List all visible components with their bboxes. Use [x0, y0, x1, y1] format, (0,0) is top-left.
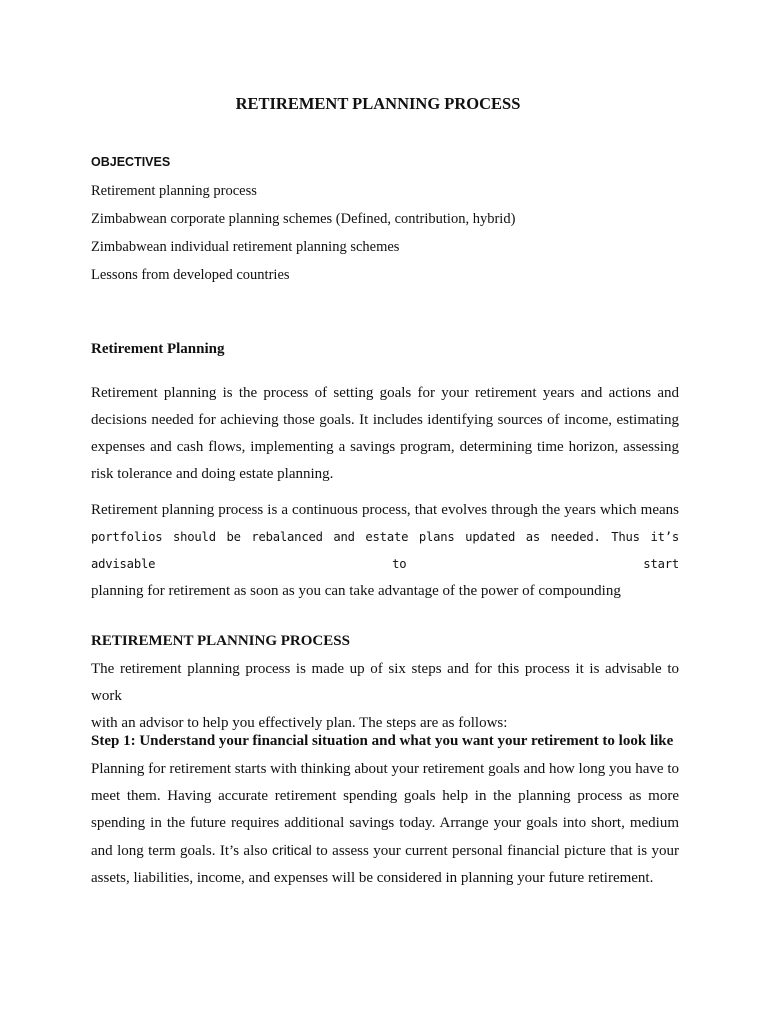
paragraph-line: assets, liabilities, income, and expenses will be considered in planning your future retirement.: [91, 870, 654, 886]
paragraph-continuous-process: [91, 497, 679, 605]
paragraph-line: expenses and cash flows, implementing a savings program, determining time horizon, assessing: [91, 439, 679, 455]
paragraph-line: Retirement planning is the process of setting goals for your retirement years and actions and: [91, 385, 679, 401]
paragraph-line: Retirement planning process is a continuous process, that evolves through the years which means: [91, 502, 679, 518]
paragraph-line: The retirement planning process is made up of six steps and for this process it is advisable to work: [91, 661, 679, 704]
paragraph-line: portfolios should be rebalanced and estate plans updated as needed. Thus it’s advisable to start: [91, 530, 679, 571]
objective-item: Lessons from developed countries: [91, 267, 290, 283]
paragraph-process-intro: [91, 656, 679, 737]
paragraph-line: spending in the future requires additional savings today. Arrange your goals into short, medium: [91, 815, 679, 831]
objectives-heading: OBJECTIVES: [91, 155, 171, 169]
objective-item: Zimbabwean corporate planning schemes (Defined, contribution, hybrid): [91, 211, 516, 227]
paragraph-line: Planning for retirement starts with thinking about your retirement goals and how long you have to: [91, 761, 679, 777]
paragraph-line: with an advisor to help you effectively plan. The steps are as follows:: [91, 715, 508, 731]
paragraph-line: planning for retirement as soon as you can take advantage of the power of compounding: [91, 583, 621, 599]
paragraph-line: decisions needed for achieving those goals. It includes identifying sources of income, estimating: [91, 412, 679, 428]
paragraph-line: risk tolerance and doing estate planning.: [91, 466, 334, 482]
objective-item: Zimbabwean individual retirement planning schemes: [91, 239, 400, 255]
step-1-heading: Step 1: Understand your financial situation and what you want your retirement to look like: [91, 733, 674, 749]
paragraph-definition: [91, 380, 679, 488]
paragraph-line: meet them. Having accurate retirement spending goals help in the planning process as more: [91, 788, 679, 804]
document-title: RETIREMENT PLANNING PROCESS: [235, 94, 521, 113]
section-heading-process: RETIREMENT PLANNING PROCESS: [91, 633, 350, 649]
objective-item: Retirement planning process: [91, 183, 257, 199]
text-run: critical: [272, 842, 312, 858]
paragraph-line: [91, 837, 679, 865]
paragraph-step-1: [91, 756, 679, 892]
section-heading-retirement-planning: Retirement Planning: [91, 341, 225, 357]
text-run: and long term goals. It’s also: [91, 843, 273, 859]
text-run: to assess your current personal financial picture that is your: [311, 843, 679, 859]
